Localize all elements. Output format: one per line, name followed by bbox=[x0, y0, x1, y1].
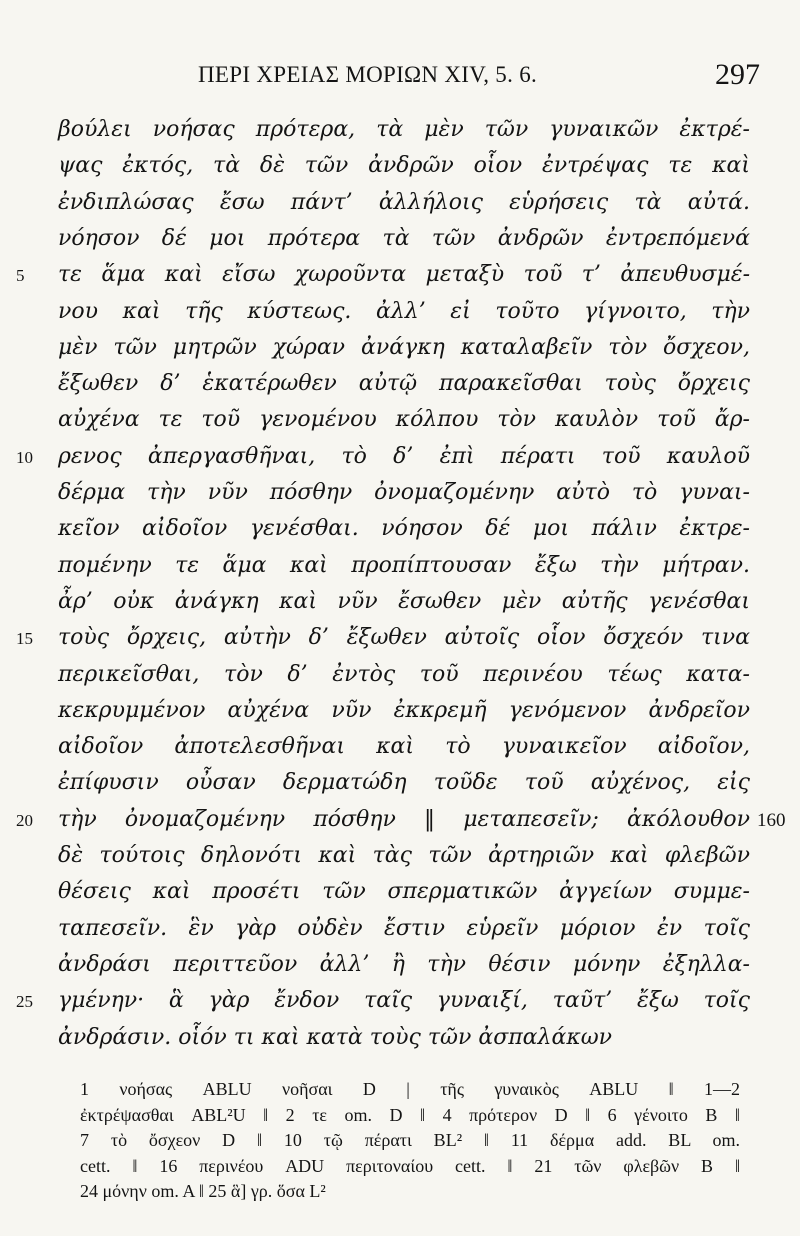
line-text: τὴν ὀνομαζομένην πόσθην ‖ μεταπεσεῖν; ἀκόλουθον bbox=[58, 806, 750, 832]
critical-apparatus bbox=[80, 1077, 740, 1205]
line-text: κεῖον αἰδοῖον γενέσθαι. νόησον δέ μοι πάλιν ἐκτρε- bbox=[58, 516, 750, 542]
line-text: δέρμα τὴν νῦν πόσθην ὀνομαζομένην αὐτὸ τὸ γυναι- bbox=[58, 480, 750, 505]
line-text: νόησον δέ μοι πρότερα τὰ τῶν ἀνδρῶν ἐντρεπόμενά bbox=[58, 225, 750, 251]
line-text: ταπεσεῖν. ἓν γὰρ οὐδὲν ἔστιν εὑρεῖν μόριον ἐν τοῖς bbox=[58, 915, 750, 941]
line-text: κεκρυμμένον αὐχένα νῦν ἐκκρεμῆ γενόμενον ἀνδρεῖον bbox=[58, 697, 750, 723]
line-text: τε ἅμα καὶ εἴσω χωροῦντα μεταξὺ τοῦ τ’ ἀπευθυσμέ- bbox=[58, 262, 750, 288]
text-line bbox=[0, 475, 800, 511]
line-number: 15 bbox=[16, 629, 33, 649]
text-line bbox=[0, 983, 800, 1019]
line-text: περικεῖσθαι, τὸν δ’ ἐντὸς τοῦ περινέου τέως κατα- bbox=[58, 661, 750, 687]
line-text: ἀνδράσι περιττεῦον ἀλλ’ ἢ τὴν θέσιν μόνην ἐξηλλα- bbox=[58, 951, 750, 977]
line-text: δὲ τούτοις δηλονότι καὶ τὰς τῶν ἀρτηριῶν καὶ φλεβῶν bbox=[58, 843, 750, 868]
line-text: ἐνδιπλώσας ἔσω πάντ’ ἀλλήλοις εὑρήσεις τὰ αὐτά. bbox=[58, 189, 750, 215]
footnote-line: 1 νοήσας ABLU νοῆσαι D | τῆς γυναικὸς ABLU ‖ 1—2 bbox=[80, 1079, 740, 1099]
text-line bbox=[0, 148, 800, 184]
line-text: πομένην τε ἅμα καὶ προπίπτουσαν ἔξω τὴν μήτραν. bbox=[58, 552, 750, 578]
text-line bbox=[0, 584, 800, 620]
text-line bbox=[0, 221, 800, 257]
line-text: βούλει νοήσας πρότερα, τὰ μὲν τῶν γυναικῶν ἐκτρέ- bbox=[58, 117, 750, 142]
text-line bbox=[0, 620, 800, 656]
text-line bbox=[0, 838, 800, 874]
page-number: 297 bbox=[715, 58, 760, 91]
text-line bbox=[0, 366, 800, 402]
text-line bbox=[0, 947, 800, 983]
line-text: αὐχένα τε τοῦ γενομένου κόλπου τὸν καυλὸν τοῦ ἄρ- bbox=[58, 407, 750, 433]
text-line bbox=[0, 729, 800, 765]
line-text: αἰδοῖον ἀποτελεσθῆναι καὶ τὸ γυναικεῖον αἰδοῖον, bbox=[58, 734, 750, 760]
footnote-line: cett. ‖ 16 περινέου ADU περιτοναίου cett. ‖ 21 τῶν φλεβῶν B ‖ bbox=[80, 1155, 740, 1176]
line-number: 5 bbox=[16, 266, 25, 286]
page-header bbox=[0, 58, 800, 102]
line-text: ψας ἐκτός, τὰ δὲ τῶν ἀνδρῶν οἷον ἐντρέψας τε καὶ bbox=[58, 153, 750, 179]
margin-page-reference: 160 bbox=[757, 809, 786, 831]
text-line bbox=[0, 294, 800, 330]
line-text: τοὺς ὄρχεις, αὐτὴν δ’ ἔξωθεν αὐτοῖς οἷον ὄσχεόν τινα bbox=[58, 625, 750, 651]
text-line bbox=[0, 1020, 800, 1056]
line-text: ρενος ἀπεργασθῆναι, τὸ δ’ ἐπὶ πέρατι τοῦ καυλοῦ bbox=[58, 443, 750, 469]
line-text: ἀνδράσιν. οἷόν τι καὶ κατὰ τοὺς τῶν ἀσπαλάκων bbox=[58, 1024, 613, 1050]
text-line bbox=[0, 693, 800, 729]
text-line bbox=[0, 330, 800, 366]
text-line bbox=[0, 874, 800, 910]
line-text: νου καὶ τῆς κύστεως. ἀλλ’ εἰ τοῦτο γίγνοιτο, τὴν bbox=[58, 298, 750, 324]
footnote-line: 24 μόνην om. A ‖ 25 ἃ] γρ. ὅσα L² bbox=[80, 1181, 326, 1201]
line-text: ἔξωθεν δ’ ἑκατέρωθεν αὐτῷ παρακεῖσθαι τοὺς ὄρχεις bbox=[58, 371, 750, 397]
line-text: θέσεις καὶ προσέτι τῶν σπερματικῶν ἀγγείων συμμε- bbox=[58, 879, 750, 905]
line-text: μὲν τῶν μητρῶν χώραν ἀνάγκη καταλαβεῖν τὸν ὄσχεον, bbox=[58, 334, 750, 360]
line-number: 10 bbox=[16, 447, 33, 467]
text-line bbox=[0, 511, 800, 547]
line-text: γμένην· ἃ γὰρ ἔνδον ταῖς γυναιξί, ταῦτ’ ἔξω τοῖς bbox=[58, 988, 750, 1014]
line-number: 25 bbox=[16, 992, 33, 1012]
text-line bbox=[0, 185, 800, 221]
text-line bbox=[0, 802, 800, 838]
line-text: ἆρ’ οὐκ ἀνάγκη καὶ νῦν ἔσωθεν μὲν αὐτῆς γενέσθαι bbox=[58, 588, 750, 614]
text-line bbox=[0, 765, 800, 801]
text-line bbox=[0, 112, 800, 148]
text-line bbox=[0, 657, 800, 693]
line-number: 20 bbox=[16, 810, 33, 830]
footnote-line: ἐκτρέψασθαι ABL²U ‖ 2 τε om. D ‖ 4 πρότερον D ‖ 6 γένοιτο B ‖ bbox=[80, 1104, 740, 1125]
running-title: ΠΕΡΙ ΧΡΕΙΑΣ ΜΟΡΙΩΝ XIV, 5. 6. bbox=[198, 62, 538, 87]
text-line bbox=[0, 402, 800, 438]
text-line bbox=[0, 257, 800, 293]
text-line bbox=[0, 548, 800, 584]
line-text: ἐπίφυσιν οὖσαν δερματώδη τοῦδε τοῦ αὐχένος, εἰς bbox=[58, 770, 750, 796]
footnote-line: 7 τὸ ὄσχεον D ‖ 10 τῷ πέρατι BL² ‖ 11 δέρμα add. BL om. bbox=[80, 1130, 740, 1150]
text-line bbox=[0, 439, 800, 475]
text-line bbox=[0, 911, 800, 947]
